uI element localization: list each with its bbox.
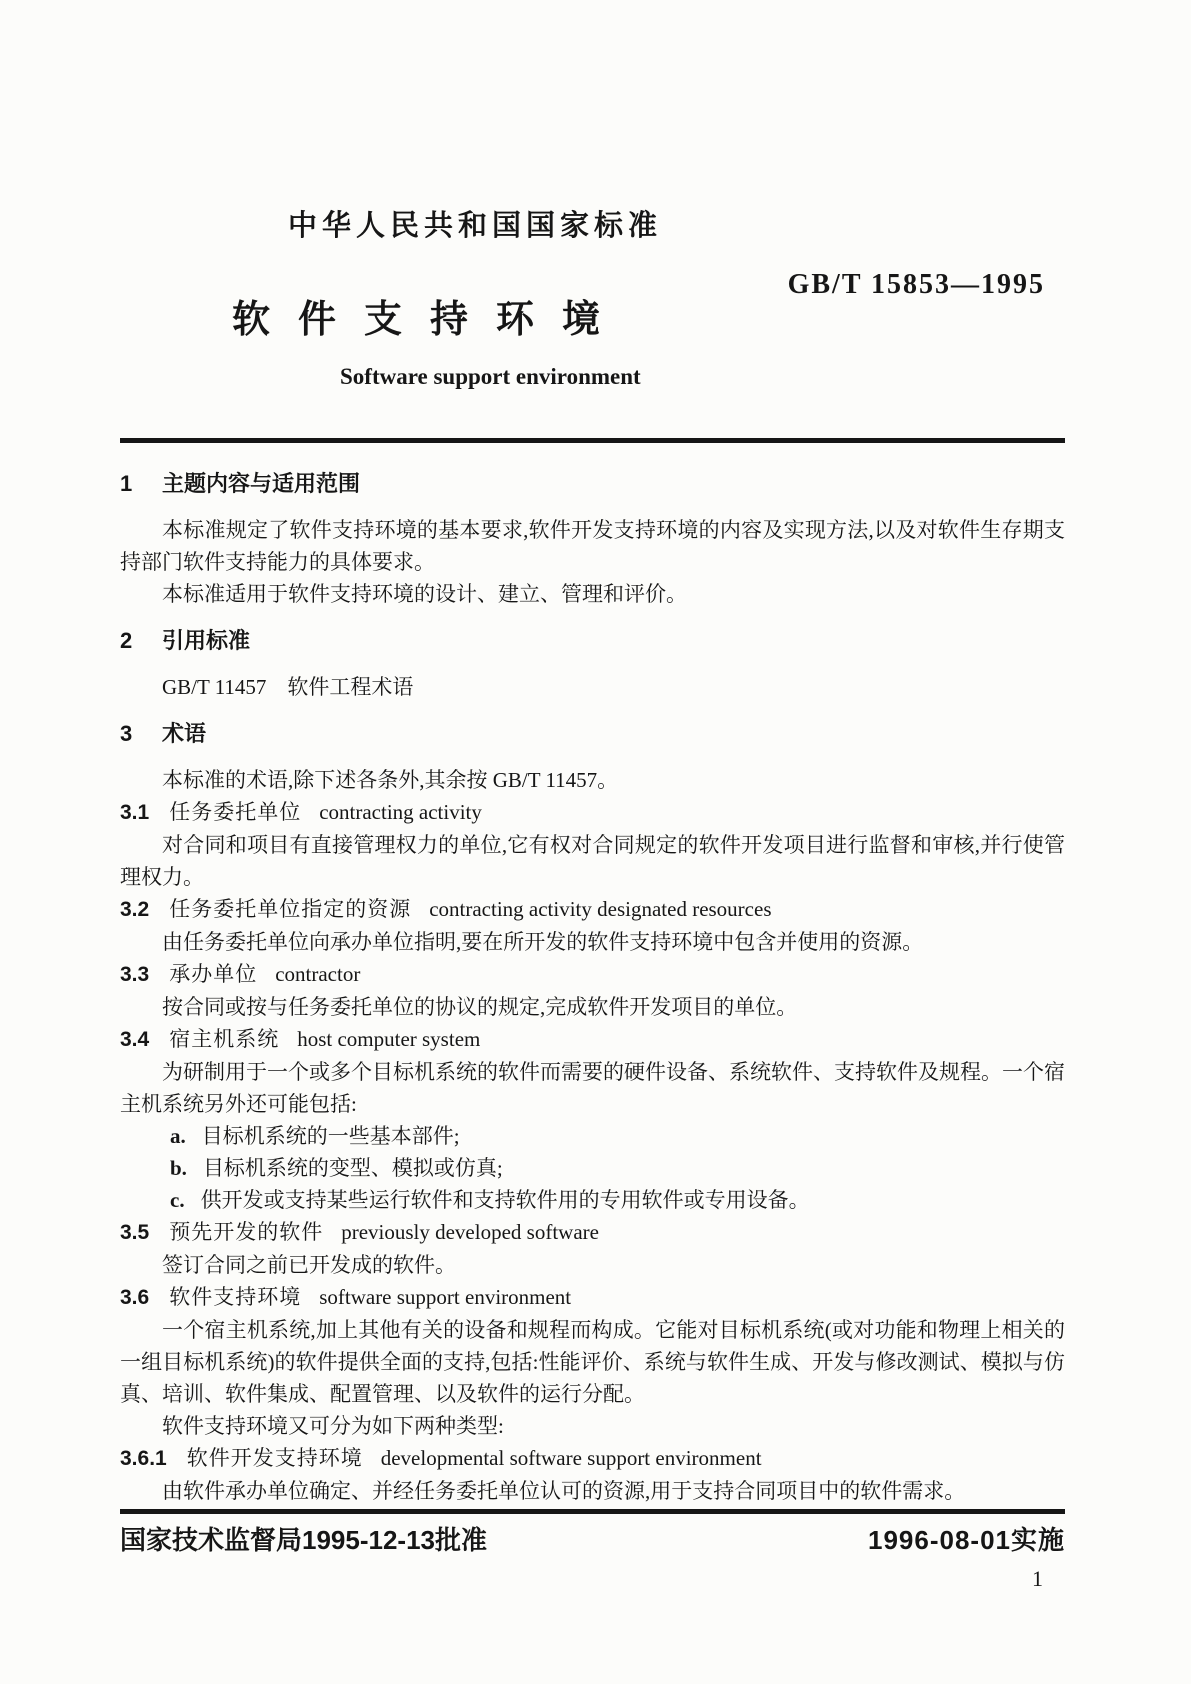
clause-term-cn: 任务委托单位: [169, 800, 302, 824]
standard-caption: 中华人民共和国国家标准: [288, 210, 663, 242]
list-marker: a.: [170, 1124, 186, 1148]
section-number: 3: [120, 721, 133, 746]
list-item: [120, 1120, 1065, 1152]
list-text: 目标机系统的一些基本部件;: [201, 1124, 460, 1148]
section-number: 2: [120, 628, 133, 653]
clause-number: 3.3: [120, 963, 150, 986]
page-number: 1: [1032, 1566, 1043, 1591]
standard-code: GB/T 15853—1995: [787, 269, 1045, 300]
clause-term-en: contracting activity: [319, 800, 482, 824]
clause-term-cn: 预先开发的软件: [169, 1220, 324, 1244]
header-rule: [120, 438, 1065, 443]
clause-number: 3.1: [120, 801, 150, 824]
paragraph: 由软件承办单位确定、并经任务委托单位认可的资源,用于支持合同项目中的软件需求。: [162, 1479, 966, 1503]
footer-rule: [120, 1509, 1065, 1514]
document-footer: [120, 1523, 1065, 1557]
list-item: [120, 1184, 1065, 1216]
clause-heading: [120, 893, 1065, 926]
section-heading: [120, 718, 1065, 750]
clause-number: 3.4: [120, 1028, 150, 1051]
paragraph: 本标准适用于软件支持环境的设计、建立、管理和评价。: [162, 582, 687, 606]
clause-term-cn: 软件开发支持环境: [186, 1446, 363, 1470]
clause-heading: [120, 1281, 1065, 1314]
list-text: 供开发或支持某些运行软件和支持软件用的专用软件或专用设备。: [200, 1188, 810, 1212]
paragraph: 按合同或按与任务委托单位的协议的规定,完成软件开发项目的单位。: [162, 995, 798, 1019]
paragraph: 本标准规定了软件支持环境的基本要求,软件开发支持环境的内容及实现方法,以及对软件生存期支持部门软件支持能力的具体要求。: [120, 518, 1065, 574]
clause-heading: [120, 1442, 1065, 1475]
list-marker: c.: [170, 1188, 185, 1212]
document-title: 软件支持环境: [232, 299, 629, 341]
paragraph: 签订合同之前已开发成的软件。: [162, 1253, 456, 1277]
list-item: [120, 1152, 1065, 1184]
list-marker: b.: [170, 1156, 187, 1180]
clause-term-cn: 软件支持环境: [169, 1285, 302, 1309]
paragraph: 本标准的术语,除下述各条外,其余按 GB/T 11457。: [162, 768, 619, 792]
section-heading: [120, 468, 1065, 500]
clause-term-en: contracting activity designated resources: [429, 897, 772, 921]
document-body: [120, 468, 1065, 1507]
clause-term-en: host computer system: [297, 1027, 481, 1051]
clause-term-cn: 任务委托单位指定的资源: [169, 897, 412, 921]
document-subtitle: Software support environment: [340, 364, 641, 389]
clause-heading: [120, 1023, 1065, 1056]
approval-text: 国家技术监督局1995-12-13批准: [120, 1525, 487, 1555]
section-title: 主题内容与适用范围: [162, 471, 361, 496]
paragraph: 软件支持环境又可分为如下两种类型:: [162, 1414, 504, 1438]
clause-term-en: previously developed software: [341, 1220, 599, 1244]
clause-number: 3.6: [120, 1286, 150, 1309]
clause-number: 3.6.1: [120, 1447, 167, 1470]
clause-term-en: software support environment: [319, 1285, 572, 1309]
clause-term-en: developmental software support environment: [380, 1446, 762, 1470]
paragraph: 一个宿主机系统,加上其他有关的设备和规程而构成。它能对目标机系统(或对功能和物理上相关的一组目标机系统)的软件提供全面的支持,包括:性能评价、系统与软件生成、开发与修改测试、模拟与仿真、培训、软件集成、配置管理、以及软件的运行分配。: [120, 1318, 1065, 1406]
section-title: 术语: [162, 721, 207, 746]
section-number: 1: [120, 471, 133, 496]
clause-term-cn: 承办单位: [169, 962, 258, 986]
paragraph: 为研制用于一个或多个目标机系统的软件而需要的硬件设备、系统软件、支持软件及规程。一个宿主机系统另外还可能包括:: [120, 1060, 1065, 1116]
clause-heading: [120, 796, 1065, 829]
section-heading: [120, 625, 1065, 657]
clause-number: 3.2: [120, 898, 150, 921]
clause-term-en: contractor: [275, 962, 361, 986]
clause-heading: [120, 958, 1065, 991]
paragraph: 对合同和项目有直接管理权力的单位,它有权对合同规定的软件开发项目进行监督和审核,并行使管理权力。: [120, 833, 1065, 889]
clause-heading: [120, 1216, 1065, 1249]
list-text: 目标机系统的变型、模拟或仿真;: [202, 1156, 503, 1180]
section-title: 引用标准: [162, 628, 251, 653]
clause-term-cn: 宿主机系统: [169, 1027, 280, 1051]
document-header: [120, 210, 1065, 390]
clause-number: 3.5: [120, 1221, 150, 1244]
paragraph: 由任务委托单位向承办单位指明,要在所开发的软件支持环境中包含并使用的资源。: [162, 930, 924, 954]
paragraph: GB/T 11457 软件工程术语: [162, 675, 414, 699]
implementation-text: 1996-08-01实施: [868, 1525, 1065, 1555]
